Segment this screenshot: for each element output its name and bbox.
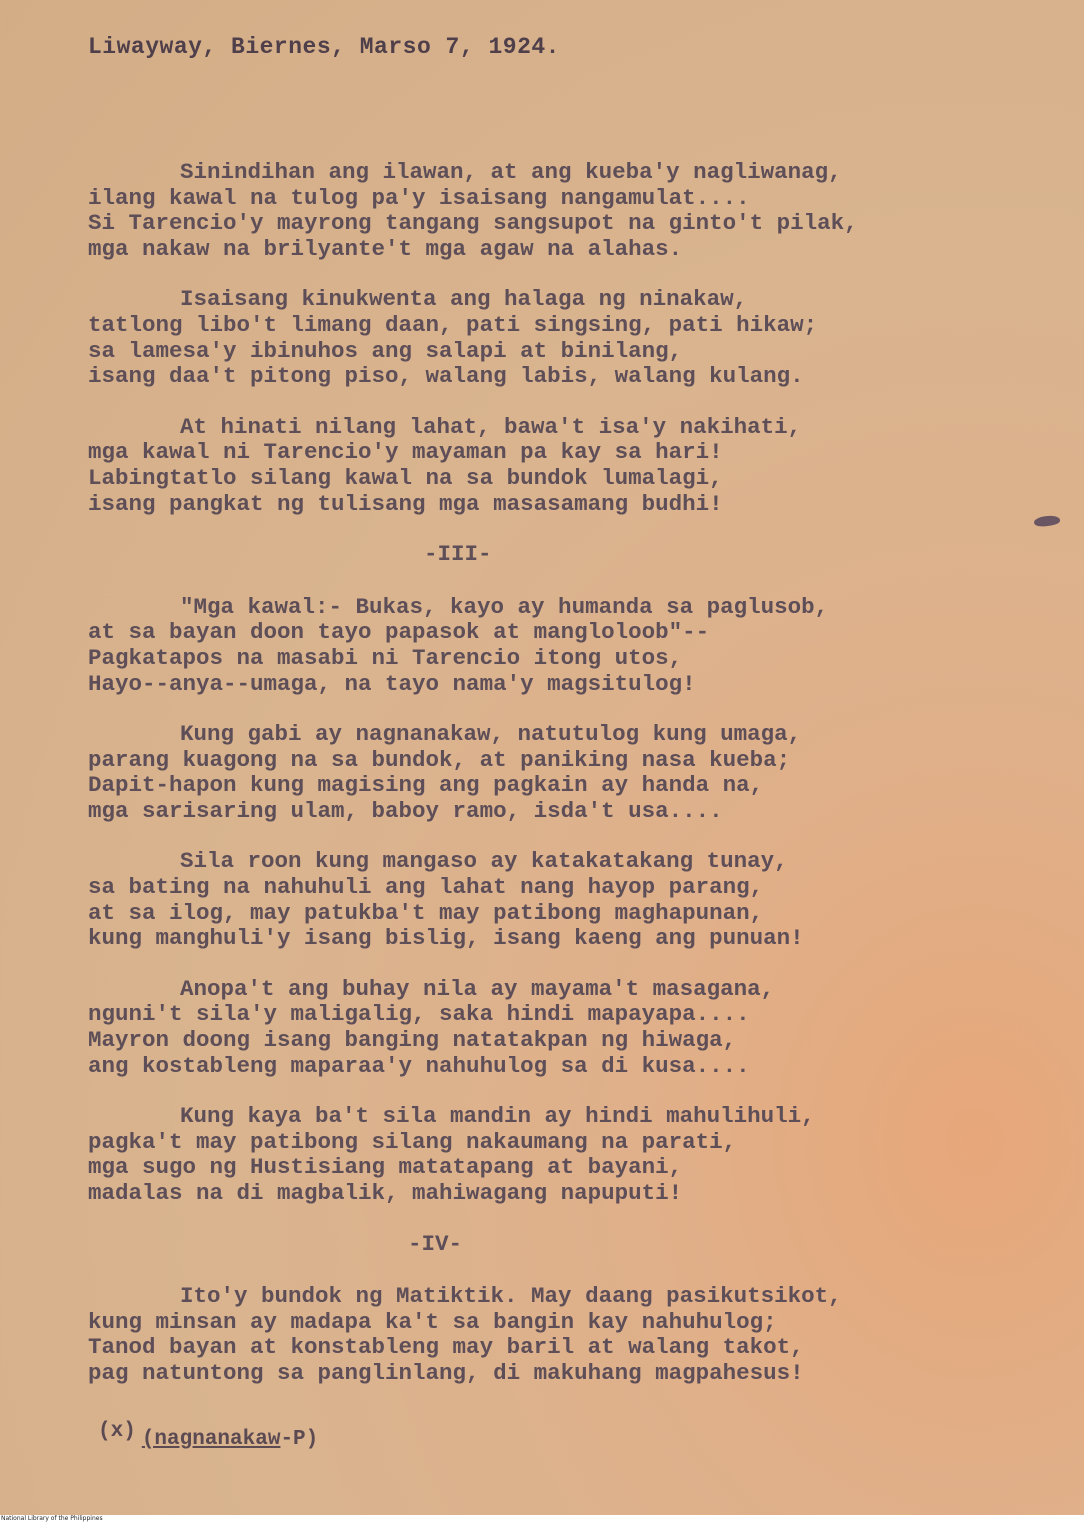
- poem-line: Dapit-hapon kung magising ang pagkain ay handa na,: [88, 772, 764, 799]
- section-heading-iv: -IV-: [408, 1230, 463, 1257]
- poem-line: Isaisang kinukwenta ang halaga ng ninakaw,: [180, 286, 748, 313]
- stanza: [88, 1284, 968, 1386]
- poem-line: sa bating na nahuhuli ang lahat nang hayop parang,: [88, 874, 764, 901]
- poem-line: madalas na di magbalik, mahiwagang napuputi!: [88, 1180, 683, 1206]
- poem-line: isang pangkat ng tulisang mga masasamang budhi!: [88, 490, 723, 517]
- poem-line: Anopa't ang buhay nila ay mayama't masagana,: [180, 975, 775, 1002]
- poem-line: pagka't may patibong silang nakaumang na parati,: [88, 1128, 737, 1155]
- stanza: [88, 849, 968, 951]
- poem-line: tatlong libo't limang daan, pati singsing, pati hikaw;: [88, 311, 818, 338]
- stanza-group-3: [88, 1284, 968, 1386]
- stanza: [88, 977, 968, 1079]
- poem-line: ang kostableng maparaa'y nahuhulog sa di kusa....: [88, 1052, 750, 1079]
- poem-line: Ito'y bundok ng Matiktik. May daang pasikutsikot,: [180, 1283, 842, 1310]
- section-heading-iii: -III-: [424, 541, 492, 568]
- poem-line: Sinindihan ang ilawan, at ang kueba'y nagliwanag,: [180, 159, 842, 185]
- stanza: [88, 595, 968, 697]
- footnote-text: (nagnanakaw: [141, 1428, 281, 1451]
- poem-line: nguni't sila'y maligalig, saka hindi mapayapa....: [88, 1001, 750, 1028]
- poem-line: kung minsan ay madapa ka't sa bangin kay nahuhulog;: [88, 1308, 777, 1335]
- poem-line: mga kawal ni Tarencio'y mayaman pa kay sa hari!: [88, 439, 723, 466]
- poem-line: at sa ilog, may patukba't may patibong maghapunan,: [88, 899, 764, 926]
- poem-line: Kung gabi ay nagnanakaw, natutulog kung umaga,: [180, 721, 802, 748]
- stanza: [88, 287, 968, 389]
- poem-line: mga nakaw na brilyante't mga agaw na alahas.: [88, 235, 683, 262]
- stanza: [88, 160, 968, 262]
- poem-line: mga sarisaring ulam, baboy ramo, isda't usa....: [88, 797, 723, 824]
- footnote-mark: (x): [98, 1420, 136, 1443]
- page-header: Liwayway, Biernes, Marso 7, 1924.: [88, 34, 560, 60]
- poem-line: pag natuntong sa panglinlang, di makuhang magpahesus!: [88, 1359, 804, 1386]
- poem-line: Hayo--anya--umaga, na tayo nama'y magsitulog!: [88, 670, 696, 697]
- poem-line: Mayron doong isang banging natatakpan ng hiwaga,: [88, 1027, 737, 1054]
- poem-line: at sa bayan doon tayo papasok at mangloloob"--: [88, 619, 710, 646]
- poem-line: kung manghuli'y isang bislig, isang kaeng ang punuan!: [88, 925, 804, 952]
- poem-line: mga sugo ng Hustisiang matatapang at bayani,: [88, 1154, 683, 1181]
- poem-line: sa lamesa'y ibinuhos ang salapi at binilang,: [88, 337, 683, 364]
- poem-line: parang kuagong na sa bundok, at paniking nasa kueba;: [88, 746, 791, 773]
- poem-line: isang daa't pitong piso, walang labis, walang kulang.: [88, 363, 804, 390]
- poem-line: Si Tarencio'y mayrong tangang sangsupot na ginto't pilak,: [88, 210, 858, 237]
- poem-body: [88, 160, 968, 1412]
- poem-line: Tanod bayan at konstableng may baril at walang takot,: [88, 1334, 804, 1361]
- stanza: [88, 415, 968, 517]
- stanza-group-2: [88, 595, 968, 1207]
- stanza: [88, 722, 968, 824]
- footnote-suffix: -P): [280, 1428, 319, 1451]
- poem-line: "Mga kawal:- Bukas, kayo ay humanda sa paglusob,: [180, 593, 829, 620]
- stanza: [88, 1104, 968, 1206]
- ink-blot: [1033, 514, 1060, 528]
- footnote: [98, 1420, 319, 1451]
- poem-line: Pagkatapos na masabi ni Tarencio itong utos,: [88, 644, 683, 671]
- poem-line: Sila roon kung mangaso ay katakatakang tunay,: [180, 848, 788, 875]
- poem-line: At hinati nilang lahat, bawa't isa'y nakihati,: [180, 413, 802, 440]
- poem-line: Kung kaya ba't sila mandin ay hindi mahulihuli,: [180, 1103, 815, 1130]
- poem-line: ilang kawal na tulog pa'y isaisang nangamulat....: [88, 184, 750, 211]
- archive-credit: National Library of the Philippines: [0, 1515, 1084, 1523]
- stanza-group-1: [88, 160, 968, 517]
- poem-line: Labingtatlo silang kawal na sa bundok lumalagi,: [88, 464, 723, 491]
